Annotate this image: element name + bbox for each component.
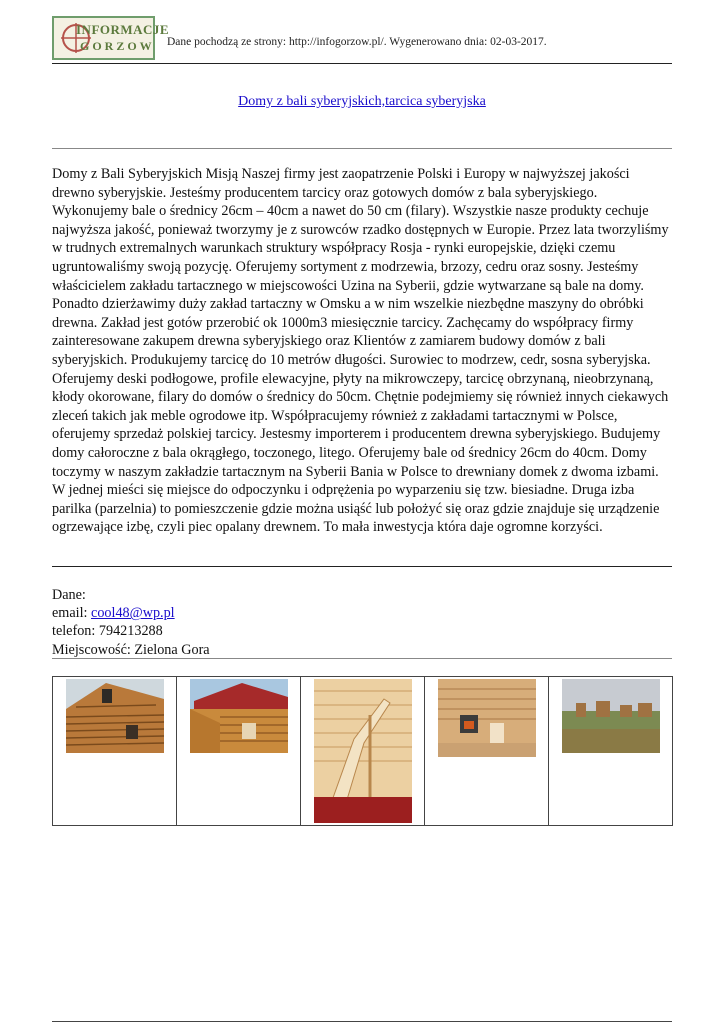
phone-row bbox=[52, 622, 210, 640]
wooden-staircase-photo[interactable] bbox=[314, 679, 412, 823]
header-divider bbox=[52, 63, 672, 64]
listing-title-link[interactable]: Domy z bali syberyjskich,tarcica syberyjska bbox=[238, 94, 486, 109]
city-label: Miejscowość: bbox=[52, 641, 135, 658]
phone-value: 794213288 bbox=[98, 623, 163, 640]
infogorzow-logo bbox=[52, 16, 170, 60]
contact-block bbox=[52, 586, 210, 659]
log-interior-stove-photo[interactable] bbox=[438, 679, 536, 757]
gallery-cell bbox=[549, 677, 673, 826]
email-label: email: bbox=[52, 605, 92, 622]
gallery-cell bbox=[177, 677, 301, 826]
photo-gallery bbox=[52, 676, 673, 826]
logo-text-bottom: GORZOW bbox=[80, 39, 155, 53]
title-divider bbox=[52, 148, 672, 149]
page-header bbox=[52, 16, 672, 63]
footer-divider bbox=[52, 1021, 672, 1022]
logo-text-top: INFORMACJE bbox=[76, 22, 170, 37]
listing-description: Domy z Bali Syberyjskich Misją Naszej firmy jest zaopatrzenie Polski i Europy w najwyższej jakości drewno syberyjskie. Jesteśmy producentem tarcicy oraz gotowych domów z bala syberyjskiego. Wykonujemy bale o średnicy 26cm – 40cm a nawet do 50 cm (filary). Wszystkie nasze produkty cechuje najwyższa jakość, ponieważ tworzymy je z surowców rzadko dostępnych w Europie. Przez lata tworzyliśmy w trudnych extremalnych warunkach struktury współpracy Rosja - rynki europejskie, dzięki czemu ugruntowaliśmy swoją pozycję. Oferujemy sortyment z modrzewia, brzozy, cedru oraz sosny. Jesteśmy właścicielem zakładu tartacznego w miejscowości Uzina na Syberii, gdzie wytwarzane są bale na domy. Ponadto dzierżawimy duży zakład tartaczny w Omsku a w nim wszelkie niezbędne maszyny do obróbki drewna. Zakład jest gotów przerobić ok 1000m3 miesięcznie tarcicy. Zachęcamy do współpracy firmy zainteresowane zakupem drewna syberyjskiego oraz Klientów z zamiarem budowy domów z bali syberyjskich. Produkujemy tarcicę do 10 metrów długości. Surowiec to modrzew, cedr, sosna syberyjska. Oferujemy deski podłogowe, profile elewacyjne, płyty na mikrowczepy, tarcicę obrzynaną, nieobrzynaną, kłody okorowane, filary do domów o średnicy do 50cm. Chętnie podejmiemy się również innych ciekawych zleceń takich jak meble ogrodowe itp. Współpracujemy również z zakładami tartacznymi w Polsce, oferujemy sprzedaż polskiej tarcicy. Jestesmy importerem i producentem drewna syberyjskiego. Budujemy domy całoroczne z bala okrągłego, toczonego, litego. Oferujemy bale od średnicy 26cm do 40cm. Domy toczymy w naszym zakładzie tartacznym na Syberii Bania w Polsce to drewniany domek z dwoma izbami. W jednej mieści się miejsce do odpoczynku i odprężenia po wyparzeniu się tzw. biesiadne. Druga izba parilka (parzelnia) to pomieszczenie gdzie można usiąść lub położyć się oraz gdzie znajduje się urządzenie ogrzewające izbę, czyli piec opalany drewnem. To mała inwestycja która daje ogromne korzyści. bbox=[52, 166, 669, 536]
source-note: Dane pochodzą ze strony: http://infogorzow.pl/. Wygenerowano dnia: 02-03-2017. bbox=[167, 36, 547, 48]
phone-label: telefon: bbox=[52, 623, 99, 640]
contact-divider bbox=[52, 658, 672, 659]
gallery-cell bbox=[53, 677, 177, 826]
description-divider bbox=[52, 566, 672, 567]
email-link[interactable]: cool48@wp.pl bbox=[91, 605, 175, 622]
city-row bbox=[52, 641, 210, 659]
email-row bbox=[52, 604, 210, 622]
gallery-cell bbox=[301, 677, 425, 826]
log-house-red-roof-photo[interactable] bbox=[190, 679, 288, 753]
contact-heading: Dane: bbox=[52, 587, 86, 603]
city-value: Zielona Gora bbox=[134, 641, 210, 658]
log-house-exterior-photo[interactable] bbox=[66, 679, 164, 753]
gallery-cell bbox=[425, 677, 549, 826]
construction-site-landscape-photo[interactable] bbox=[562, 679, 660, 753]
